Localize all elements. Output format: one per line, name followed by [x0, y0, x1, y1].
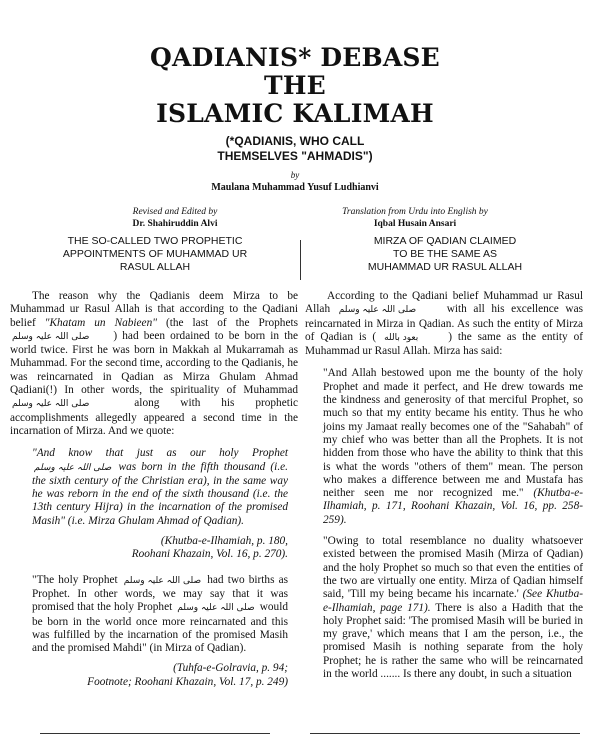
- arabic-phrase: بعود بالله: [384, 332, 419, 343]
- text-run: The reason why the Qadianis deem Mirza to be Muhammad ur Rasul Allah is that according to the Qadiani belief: [10, 290, 298, 329]
- editor-name: Dr. Shahiruddin Alvi: [132, 219, 218, 229]
- text-run: had two births as Prophet. In other words, we may say that it was promised that the holy Prophet: [32, 573, 289, 614]
- text-run: would be born in the world once more reincarnated and this was fulfilled by the incarnation of the promised Masih and the promised Mahdi" (in Mirza of Qadian).: [32, 601, 288, 655]
- text-run: "Khatam un Nabieen": [44, 316, 157, 329]
- text-run: "And Allah bestowed upon me the bounty of the holy Prophet and made it perfect, and He drew towards me the kindness and generosity of that merciful Prophet, so much so that my entity became his entity. Thus he who joins my Jamaat really becomes one of the "Sahabah" of my chief who was better than all the Prophets. It is not hidden from those who have the ability to think that this is what the words "others of them" mean. The person who makes a difference between me and Mustafa has neither seen me nor recognized me.": [323, 367, 583, 500]
- text-run: "Owing to total resemblance no duality whatsoever existed between the promised Masih (Mirza of Qadian) and the holy Prophet so much so that even the entities of the two are virtually one entity. Mirza of Qadian himself said, 'Till my being became his incarnate.': [323, 535, 583, 601]
- subtitle-line-1: (*QADIANIS, WHO CALL: [225, 134, 365, 148]
- editor-credit: [60, 206, 290, 230]
- arabic-salutation: صلی اللہ علیہ وسلم: [34, 462, 112, 473]
- citation-line: (Khutba-e-Ilhamiah, p. 180,: [160, 535, 288, 548]
- right-paragraph-1: [305, 290, 583, 358]
- title-line-1: QADIANIS* DEBASE: [150, 43, 440, 72]
- arabic-salutation: صلی اللہ علیہ وسلم: [123, 575, 202, 586]
- arabic-salutation: صلی اللہ علیہ وسلم: [12, 331, 90, 342]
- translator-role: Translation from Urdu into English by: [342, 207, 488, 217]
- right-heading-line-3: MUHAMMAD UR RASUL ALLAH: [367, 261, 523, 273]
- footer-rule-left: [40, 733, 270, 734]
- left-heading-line-3: RASUL ALLAH: [119, 261, 191, 273]
- translator-name: Iqbal Husain Ansari: [373, 219, 457, 229]
- footer-rule-right: [310, 733, 580, 734]
- text-run: (the last of the Prophets: [156, 316, 299, 329]
- right-quote-1: [323, 367, 583, 527]
- text-run: along with his prophetic accomplishments allegedly appeared a second time in the incarnation of Mirza. And we quote:: [10, 397, 298, 437]
- title-line-3: ISLAMIC KALIMAH: [156, 99, 434, 128]
- left-citation-2: [10, 662, 288, 689]
- right-column-heading: [310, 235, 580, 274]
- text-run: ) the same as the entity of Muhammad ur Rasul Allah. Mirza has said:: [305, 330, 583, 358]
- heading-divider: [300, 240, 301, 280]
- translator-credit: [300, 206, 530, 230]
- citation-line: Footnote; Roohani Khazain, Vol. 17, p. 249): [87, 675, 288, 688]
- title-line-2: THE: [264, 71, 326, 100]
- subtitle-line-2: THEMSELVES "AHMADIS"): [217, 149, 373, 163]
- right-quote-2: [323, 535, 583, 681]
- left-heading-line-2: APPOINTMENTS OF MUHAMMAD UR: [62, 248, 248, 260]
- right-heading-line-2: TO BE THE SAME AS: [392, 248, 498, 260]
- arabic-salutation: صلی اللہ علیہ وسلم: [12, 399, 90, 410]
- left-quote-1: [32, 447, 288, 528]
- text-run: "And know that just as our holy Prophet: [32, 447, 288, 460]
- text-run: (Khutba-e-Ilhamiah, p. 171, Roohani Khazain, Vol. 16, pp. 258-259).: [323, 487, 583, 526]
- text-run: with all his excellence was reincarnated in Mirza in Qadian. As such the entity of Mirza of Qadian is (: [305, 303, 583, 343]
- left-heading-line-1: THE SO-CALLED TWO PROPHETIC: [67, 235, 243, 247]
- left-column-heading: [10, 235, 300, 274]
- arabic-salutation: صلی اللہ علیہ وسلم: [177, 603, 255, 614]
- author-name: Maulana Muhammad Yusuf Ludhianvi: [211, 182, 379, 193]
- left-paragraph-1: [10, 290, 298, 438]
- citation-line: (Tuhfa-e-Golravia, p. 94;: [173, 662, 288, 675]
- text-run: There is also a Hadith that the holy Prophet said: 'The promised Masih will be buried in my grave,' which means that I am the person, i.e., the promised Masih is nothing separate from the holy Prophet; he is rather the same who will be reincarnated in the world ....... Is there any doubt, in such a situation: [323, 601, 584, 681]
- arabic-salutation: صلی اللہ علیہ وسلم: [338, 305, 417, 316]
- text-run: (See Khutba-e-Ilhamiah, page 171).: [323, 588, 583, 614]
- text-run: According to the Qadiani belief Muhammad ur Rasul Allah: [305, 290, 583, 316]
- editor-role: Revised and Edited by: [132, 207, 218, 217]
- right-column: [305, 290, 583, 689]
- by-label: by: [290, 170, 300, 180]
- citation-line: Roohani Khazain, Vol. 16, p. 270).: [131, 548, 288, 561]
- right-heading-line-1: MIRZA OF QADIAN CLAIMED: [373, 235, 517, 247]
- left-quote-2: [32, 574, 288, 656]
- left-citation-1: [10, 535, 288, 562]
- text-run: ) had been ordained to be born in the world twice. First he was born in Makkah al Mukarramah as Muhammad. For the second time, according to the Qadianis, he was reincarnated in Qadian as Mirza Ghulam Ahmad Qadiani(!) In other words, the spirituality of Muhammad: [10, 329, 298, 397]
- text-run: was born in the fifth thousand (i.e. the sixth century of the Christian era), in the same way he was reborn in the end of the sixth thousand (i.e. the 13th century Hijra) in the incarnation of the promised Masih" (i.e. Mirza Ghulam Ahmad of Qadian).: [32, 460, 288, 527]
- text-run: "The holy Prophet: [32, 573, 122, 586]
- subtitle: [0, 134, 590, 164]
- left-column: [10, 290, 298, 701]
